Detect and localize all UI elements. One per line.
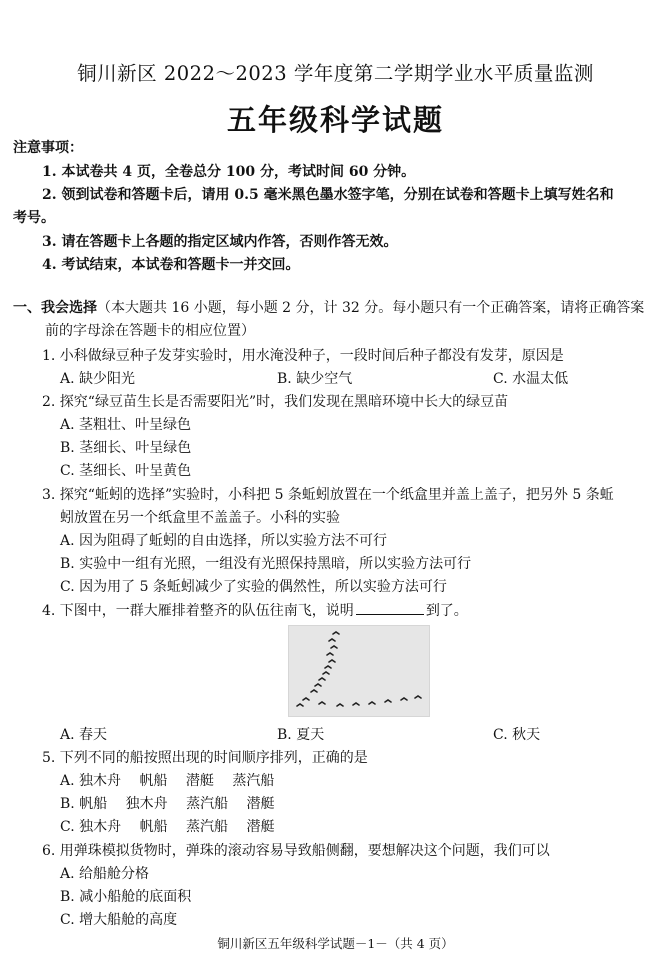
question-3-option-b: B. 实验中一组有光照，一组没有光照保持黑暗，所以实验方法可行: [60, 556, 472, 572]
answer-blank: [356, 602, 424, 615]
geese-flying-image: [288, 625, 430, 717]
question-2-stem: 2. 探究“绿豆苗生长是否需要阳光”时，我们发现在黑暗环境中长大的绿豆苗: [42, 394, 509, 410]
question-4-option-c: C. 秋天: [493, 727, 541, 743]
question-2-option-a: A. 茎粗壮、叶呈绿色: [60, 417, 192, 433]
question-6-option-a: A. 给船舱分格: [60, 866, 150, 882]
notice-item-3: 3. 请在答题卡上各题的指定区域内作答，否则作答无效。: [42, 234, 398, 250]
question-4-stem: [42, 600, 468, 620]
question-4-stem-after: 到了。: [425, 603, 468, 619]
notice-heading: 注意事项：: [13, 140, 83, 156]
section-1-desc-2: 前的字母涂在答题卡的相应位置）: [45, 323, 255, 339]
notice-item-2-cont: 考号。: [13, 210, 55, 226]
exam-title: 五年级科学试题: [226, 103, 444, 137]
exam-super-title: 铜川新区 2022～2023 学年度第二学期学业水平质量监测: [77, 62, 594, 85]
question-1-option-c: C. 水温太低: [493, 371, 569, 387]
question-1-option-b: B. 缺少空气: [277, 371, 353, 387]
question-3-stem-2: 蚓放置在另一个纸盒里不盖盖子。小科的实验: [60, 510, 340, 526]
question-3-option-a: A. 因为阻碍了蚯蚓的自由选择，所以实验方法不可行: [60, 533, 388, 549]
question-1-stem: 1. 小科做绿豆种子发芽实验时，用水淹没种子，一段时间后种子都没有发芽，原因是: [42, 348, 564, 364]
question-3-stem-1: 3. 探究“蚯蚓的选择”实验时，小科把 5 条蚯蚓放置在一个纸盒里并盖上盖子，把另外 5 条蚯: [42, 487, 614, 503]
question-3-option-c: C. 因为用了 5 条蚯蚓减少了实验的偶然性，所以实验方法可行: [60, 579, 447, 595]
section-1-header: [13, 297, 644, 317]
question-2-option-c: C. 茎细长、叶呈黄色: [60, 463, 192, 479]
question-5-option-a: A. 独木舟 帆船 潜艇 蒸汽船: [60, 773, 275, 789]
question-4-stem-before: 4. 下图中，一群大雁排着整齐的队伍往南飞，说明: [42, 603, 354, 619]
notice-item-1: 1. 本试卷共 4 页，全卷总分 100 分，考试时间 60 分钟。: [42, 164, 416, 180]
question-2-option-b: B. 茎细长、叶呈绿色: [60, 440, 192, 456]
question-5-stem: 5. 下列不同的船按照出现的时间顺序排列，正确的是: [42, 750, 368, 766]
question-6-option-c: C. 增大船舱的高度: [60, 912, 178, 928]
geese-formation-illustration: [289, 626, 429, 716]
notice-item-2: 2. 领到试卷和答题卡后，请用 0.5 毫米黑色墨水签字笔，分别在试卷和答题卡上填写姓名和: [42, 187, 614, 203]
question-5-option-b: B. 帆船 独木舟 蒸汽船 潜艇: [60, 796, 275, 812]
notice-item-4: 4. 考试结束，本试卷和答题卡一并交回。: [42, 257, 300, 273]
question-5-option-c: C. 独木舟 帆船 蒸汽船 潜艇: [60, 819, 275, 835]
section-1-desc-1: （本大题共 16 小题，每小题 2 分，计 32 分。每小题只有一个正确答案，请将正确答案: [97, 300, 645, 316]
question-4-option-b: B. 夏天: [277, 727, 325, 743]
page-footer: 铜川新区五年级科学试题－1－（共 4 页）: [217, 936, 454, 951]
question-6-stem: 6. 用弹珠模拟货物时，弹珠的滚动容易导致船侧翻，要想解决这个问题，我们可以: [42, 843, 550, 859]
section-1-heading: 一、我会选择: [13, 300, 97, 316]
question-6-option-b: B. 减小船舱的底面积: [60, 889, 192, 905]
question-4-option-a: A. 春天: [60, 727, 108, 743]
question-1-option-a: A. 缺少阳光: [60, 371, 136, 387]
